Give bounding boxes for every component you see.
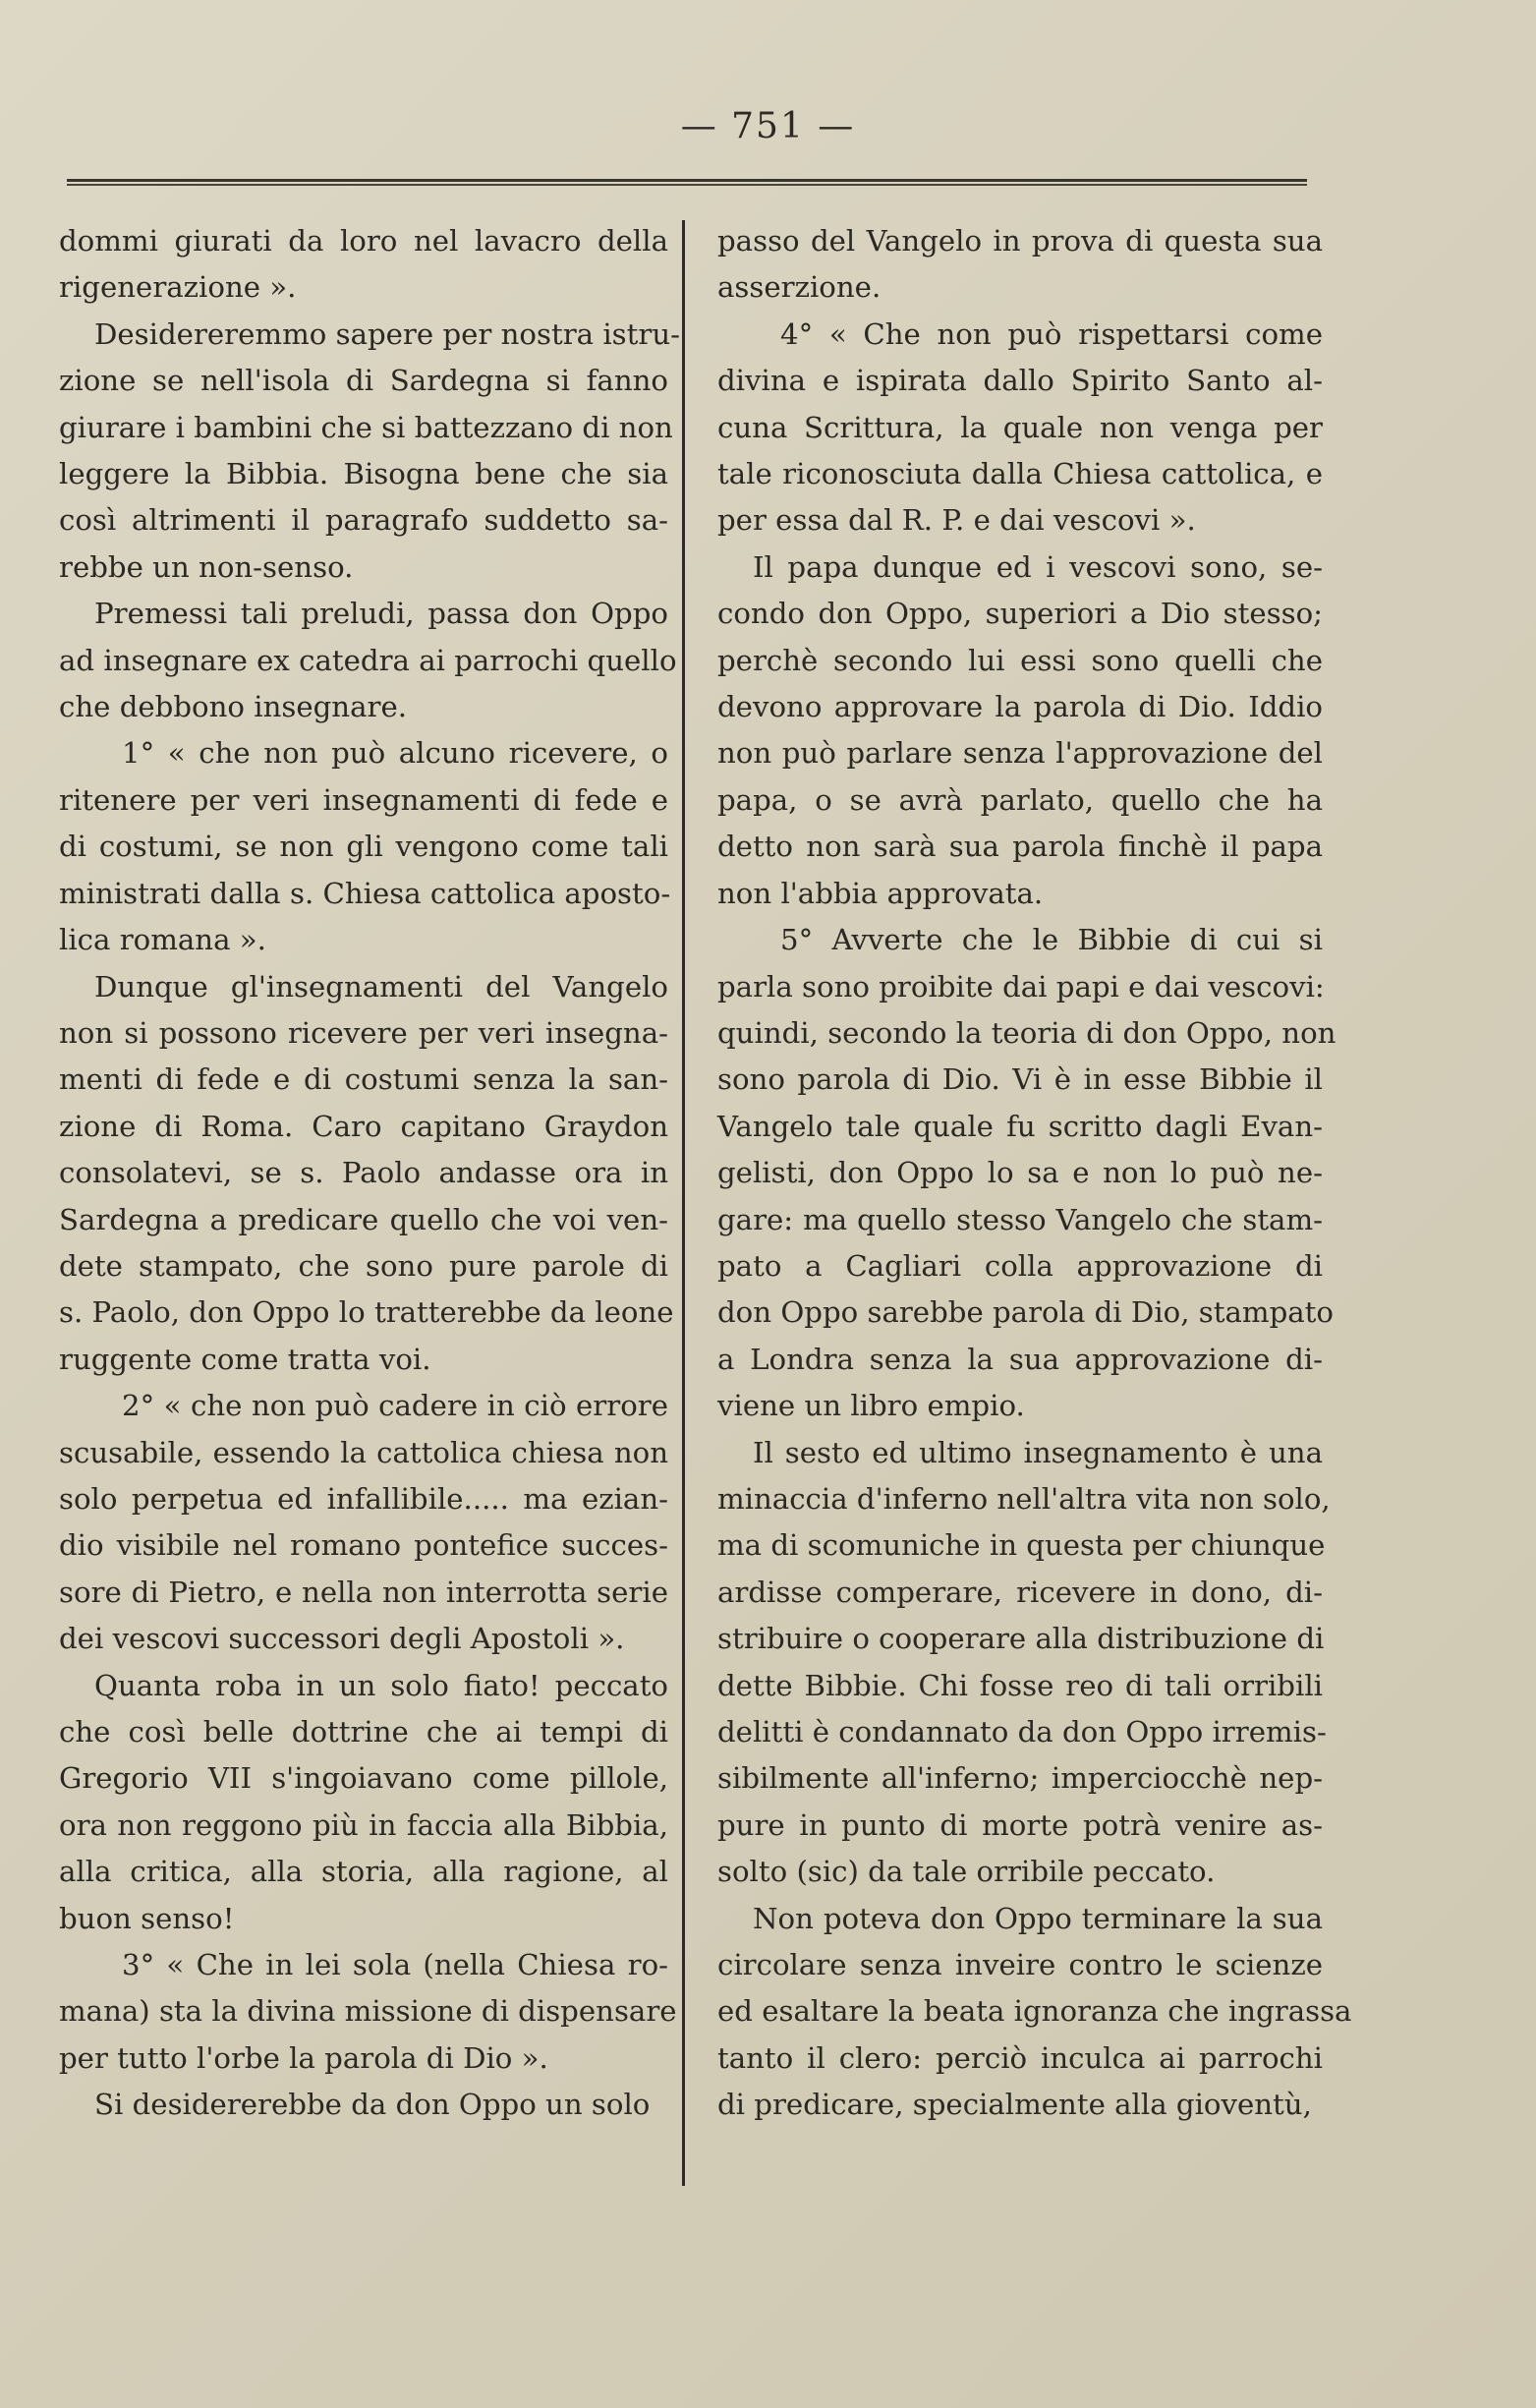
text-line: così altrimenti il paragrafo suddetto sa- [59,503,668,538]
paragraph [59,2082,668,2128]
paragraph [59,1663,668,1942]
text-line: consolatevi, se s. Paolo andasse ora in [59,1156,668,1190]
text-line: zione di Roma. Caro capitano Graydon [59,1109,668,1143]
text-line: Desidereremmo sapere per nostra istru- [94,316,680,351]
text-line: 5° Avverte che le Bibbie di cui si [780,923,1323,957]
text-line: leggere la Bibbia. Bisogna bene che sia [59,457,668,491]
text-line: 4° « Che non può rispettarsi come [780,316,1323,351]
text-line: Non poteva don Oppo terminare la sua [753,1901,1323,1935]
text-line: tale riconosciuta dalla Chiesa cattolica, e [717,457,1323,491]
text-line: alla critica, alla storia, alla ragione, al [59,1855,668,1889]
text-line: quindi, secondo la teoria di don Oppo, non [717,1015,1337,1050]
text-line: ritenere per veri insegnamenti di fede e [59,782,668,817]
text-line: Il papa dunque ed i vescovi sono, se- [753,549,1323,584]
text-line: a Londra senza la sua approvazione di- [717,1342,1323,1376]
text-line: buon senso! [59,1901,235,1935]
text-line: 3° « Che in lei sola (nella Chiesa ro- [122,1948,668,1982]
text-line: devono approvare la parola di Dio. Iddio [717,690,1323,724]
text-line: scusabile, essendo la cattolica chiesa non [59,1435,668,1469]
text-line: Gregorio VII s'ingoiavano come pillole, [59,1761,668,1796]
text-line: ad insegnare ex catedra ai parrochi quello [59,643,677,677]
text-line: papa, o se avrà parlato, quello che ha [717,782,1323,817]
text-line: ora non reggono più in faccia alla Bibbia, [59,1807,668,1842]
text-line: lica romana ». [59,923,266,957]
right-column [717,218,1352,2129]
paragraph [59,1383,668,1662]
paragraph [59,312,680,591]
text-line: delitti è condannato da don Oppo irremis- [717,1715,1327,1749]
text-line: parla sono proibite dai papi e dai vescovi: [717,969,1325,1003]
paragraph [59,730,671,963]
text-line: solo perpetua ed infallibile..... ma ezian- [59,1481,668,1516]
page-number: — 751 — [680,106,856,146]
paragraph [59,964,674,1384]
text-line: ma di scomuniche in questa per chiunque [717,1528,1326,1563]
text-line: zione se nell'isola di Sardegna si fanno [59,364,668,398]
text-line: dei vescovi successori degli Apostoli ». [59,1622,625,1656]
text-line: perchè secondo lui essi sono quelli che [717,643,1323,677]
paragraph [717,917,1337,1429]
paragraph [717,1896,1352,2129]
text-line: detto non sarà sua parola finchè il papa [717,830,1323,864]
paragraph [59,218,668,312]
text-line: che debbono insegnare. [59,690,408,724]
text-line: condo don Oppo, superiori a Dio stesso; [717,597,1323,631]
text-line: ardisse comperare, ricevere in dono, di- [717,1575,1323,1609]
text-line: pato a Cagliari colla approvazione di [717,1248,1323,1283]
text-line: divina e ispirata dallo Spirito Santo al- [717,364,1323,398]
text-line: di costumi, se non gli vengono come tali [59,830,668,864]
text-line: sibilmente all'inferno; imperciocchè nep- [717,1761,1323,1796]
text-line: gare: ma quello stesso Vangelo che stam- [717,1202,1323,1236]
text-line: Dunque gl'insegnamenti del Vangelo [94,969,668,1003]
text-line: rigenerazione ». [59,270,297,305]
text-line: per tutto l'orbe la parola di Dio ». [59,2040,548,2075]
text-line: sore di Pietro, e nella non interrotta serie [59,1575,668,1609]
text-line: ministrati dalla s. Chiesa cattolica aposto- [59,876,671,910]
paragraph [59,1942,677,2082]
text-line: Premessi tali preludi, passa don Oppo [94,597,668,631]
text-line: circolare senza inveire contro le scienze [717,1948,1323,1982]
text-line: gelisti, don Oppo lo sa e non lo può ne- [717,1156,1323,1190]
text-line: per essa dal R. P. e dai vescovi ». [717,503,1196,538]
text-line: ed esaltare la beata ignoranza che ingrassa [717,1994,1352,2029]
column-divider [682,220,685,2186]
text-line: solto (sic) da tale orribile peccato. [717,1855,1216,1889]
text-line: viene un libro empio. [717,1389,1025,1423]
paragraph [59,591,677,730]
text-line: s. Paolo, don Oppo lo tratterebbe da leone [59,1295,674,1330]
left-column [59,218,680,2129]
text-line: dete stampato, che sono pure parole di [59,1248,668,1283]
text-line: Si desidererebbe da don Oppo un solo [94,2088,651,2122]
text-line: dio visibile nel romano pontefice succes- [59,1528,668,1563]
text-line: 1° « che non può alcuno ricevere, o [122,736,668,771]
paragraph [717,312,1323,545]
paragraph [717,1430,1331,1896]
text-line: ruggente come tratta voi. [59,1342,431,1376]
text-line: cuna Scrittura, la quale non venga per [717,410,1323,444]
text-line: sono parola di Dio. Vi è in esse Bibbie il [717,1062,1323,1097]
text-line: tanto il clero: perciò inculca ai parrochi [717,2040,1323,2075]
text-line: don Oppo sarebbe parola di Dio, stampato [717,1295,1334,1330]
text-line: Il sesto ed ultimo insegnamento è una [753,1435,1323,1469]
text-line: giurare i bambini che si battezzano di non [59,410,673,444]
text-line: stribuire o cooperare alla distribuzione di [717,1622,1325,1656]
text-line: mana) sta la divina missione di dispensare [59,1994,677,2029]
header-rule [67,179,1307,186]
text-line: non l'abbia approvata. [717,876,1044,910]
paragraph [717,545,1323,917]
text-line: rebbe un non-senso. [59,549,354,584]
text-line: minaccia d'inferno nell'altra vita non solo, [717,1481,1331,1516]
text-line: dette Bibbie. Chi fosse reo di tali orribili [717,1668,1323,1702]
text-line: di predicare, specialmente alla gioventù, [717,2088,1312,2122]
paragraph [717,218,1323,312]
text-line: che così belle dottrine che ai tempi di [59,1715,668,1749]
text-line: non si possono ricevere per veri insegna- [59,1015,668,1050]
text-line: Vangelo tale quale fu scritto dagli Evan- [717,1109,1323,1143]
text-line: Sardegna a predicare quello che voi ven- [59,1202,668,1236]
text-line: 2° « che non può cadere in ciò errore [122,1389,668,1423]
text-line: non può parlare senza l'approvazione del [717,736,1323,771]
text-line: asserzione. [717,270,882,305]
text-line: dommi giurati da loro nel lavacro della [59,224,668,258]
text-line: menti di fede e di costumi senza la san- [59,1062,668,1097]
text-line: passo del Vangelo in prova di questa sua [717,224,1323,258]
text-line: pure in punto di morte potrà venire as- [717,1807,1323,1842]
text-line: Quanta roba in un solo fiato! peccato [94,1668,668,1702]
